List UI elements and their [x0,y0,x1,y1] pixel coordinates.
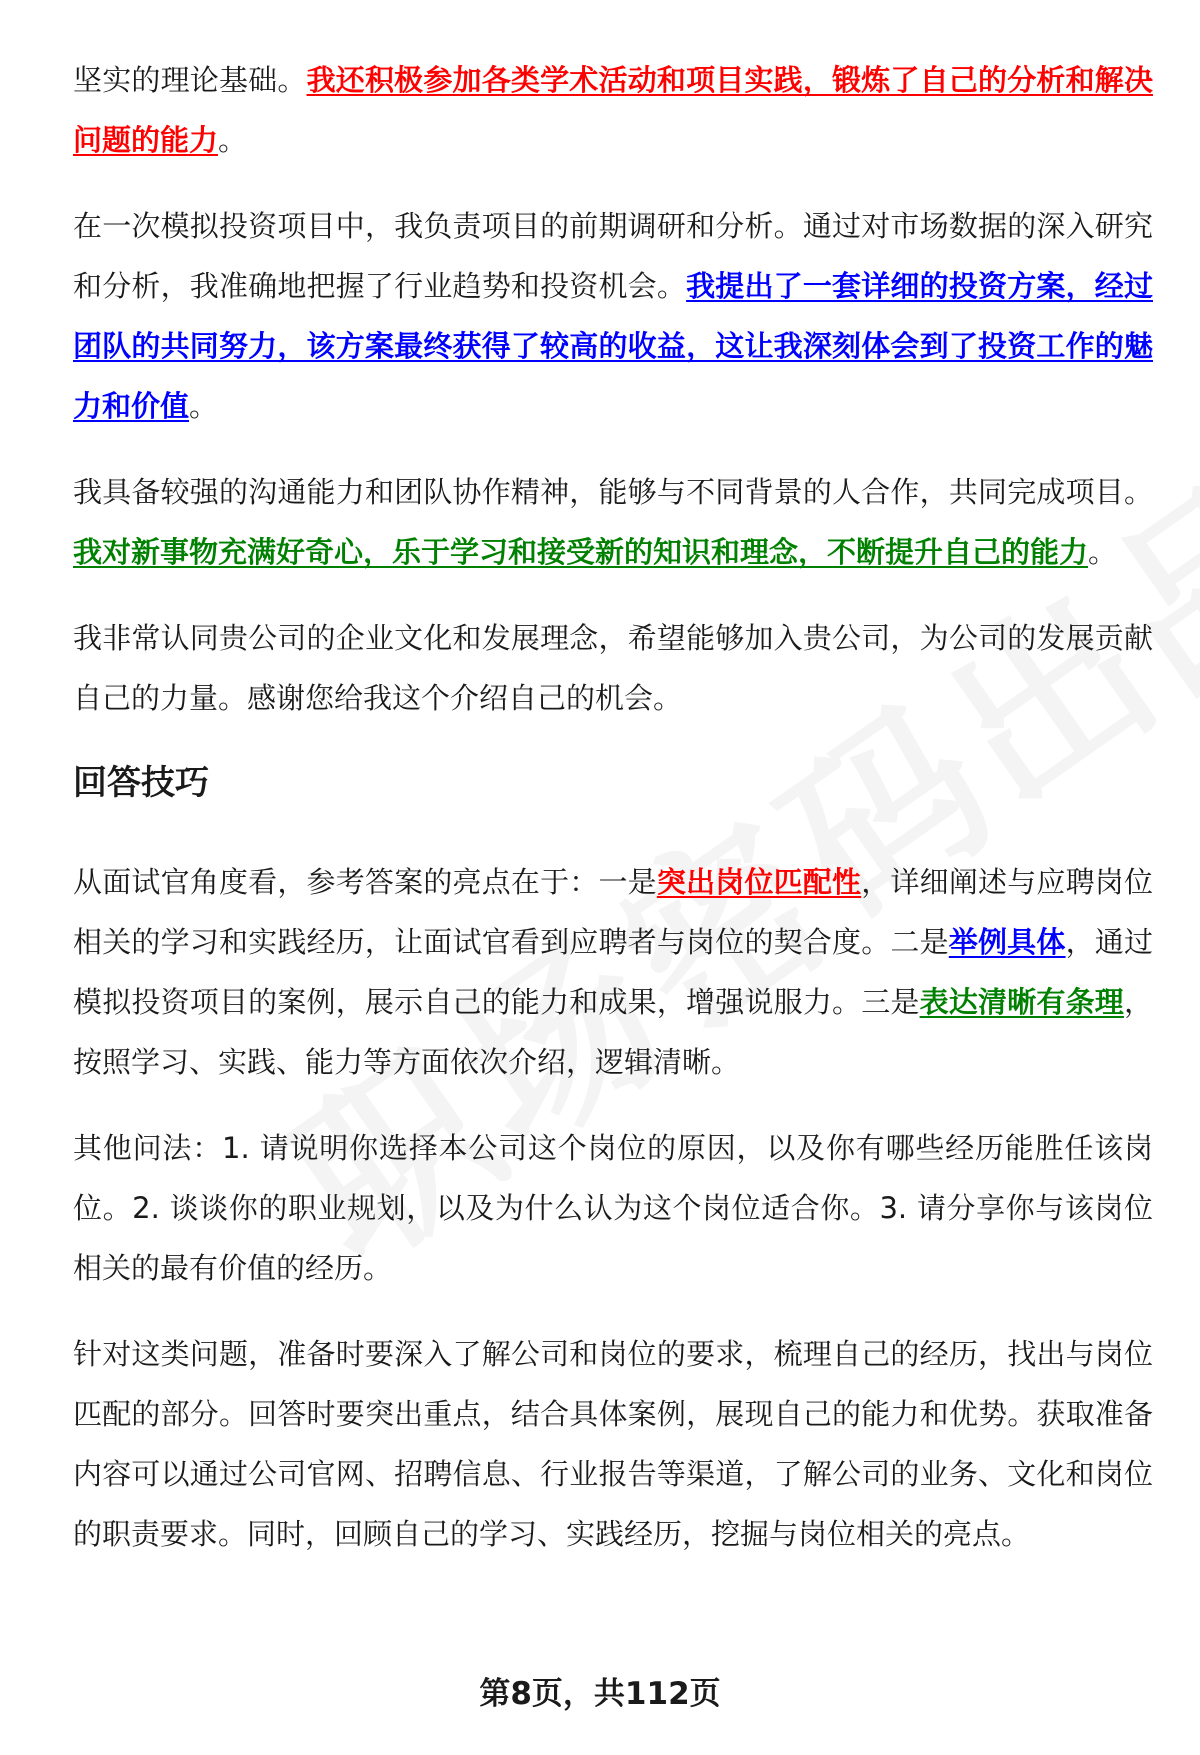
paragraph-2 [73,196,1153,436]
paragraph-1-text: 坚实的理论基础。 [73,63,307,97]
tips-1-highlight-clarity: 表达清晰有条理 [919,985,1124,1019]
paragraph-2-highlight: 我提出了一套详细的投资方案，经过团队的共同努力，该方案最终获得了较高的收益，这让我深刻体会到了投资工作的魅力和价值 [73,269,1153,423]
tips-1-text-a: 从面试官角度看，参考答案的亮点在于：一是 [73,865,657,899]
paragraph-2-text: 在一次模拟投资项目中，我负责项目的前期调研和分析。通过对市场数据的深入研究和分析，我准确地把握了行业趋势和投资机会。 [73,209,1153,303]
tips-paragraph-2: 其他问法：1. 请说明你选择本公司这个岗位的原因，以及你有哪些经历能胜任该岗位。2. 谈谈你的职业规划，以及为什么认为这个岗位适合你。3. 请分享你与该岗位相关的最有价值的经历。 [73,1131,1153,1285]
tips-1-text-d: ，按照学习、实践、能力等方面依次介绍，逻辑清晰。 [73,985,1153,1079]
tips-1-text-b: ，详细阐述与应聘岗位相关的学习和实践经历，让面试官看到应聘者与岗位的契合度。二是 [73,865,1153,959]
paragraph-2-end: 。 [189,389,219,423]
tips-paragraph-3: 针对这类问题，准备时要深入了解公司和岗位的要求，梳理自己的经历，找出与岗位匹配的部分。回答时要突出重点，结合具体案例，展现自己的能力和优势。获取准备内容可以通过公司官网、招聘信息、行业报告等渠道，了解公司的业务、文化和岗位的职责要求。同时，回顾自己的学习、实践经历，挖掘与岗位相关的亮点。 [73,1337,1153,1551]
paragraph-3-end: 。 [1088,535,1118,569]
paragraph-1-highlight: 我还积极参加各类学术活动和项目实践，锻炼了自己的分析和解决问题的能力 [73,63,1153,157]
tips-paragraph-1 [73,852,1153,1092]
tips-1-highlight-example: 举例具体 [948,925,1066,959]
paragraph-3-highlight: 我对新事物充满好奇心，乐于学习和接受新的知识和理念，不断提升自己的能力 [73,535,1089,569]
paragraph-3 [73,462,1153,582]
page-number: 第8页，共112页 [479,1676,721,1712]
paragraph-1-end: 。 [218,123,248,157]
paragraph-4: 我非常认同贵公司的企业文化和发展理念，希望能够加入贵公司，为公司的发展贡献自己的力量。感谢您给我这个介绍自己的机会。 [73,621,1153,715]
tips-1-text-c: ，通过模拟投资项目的案例，展示自己的能力和成果，增强说服力。三是 [73,925,1153,1019]
paragraph-1 [73,50,1153,170]
paragraph-3-text: 我具备较强的沟通能力和团队协作精神，能够与不同背景的人合作，共同完成项目。 [73,475,1153,509]
document-page [73,50,1153,1590]
section-heading: 回答技巧 [73,763,209,803]
tips-1-highlight-match: 突出岗位匹配性 [656,865,862,899]
